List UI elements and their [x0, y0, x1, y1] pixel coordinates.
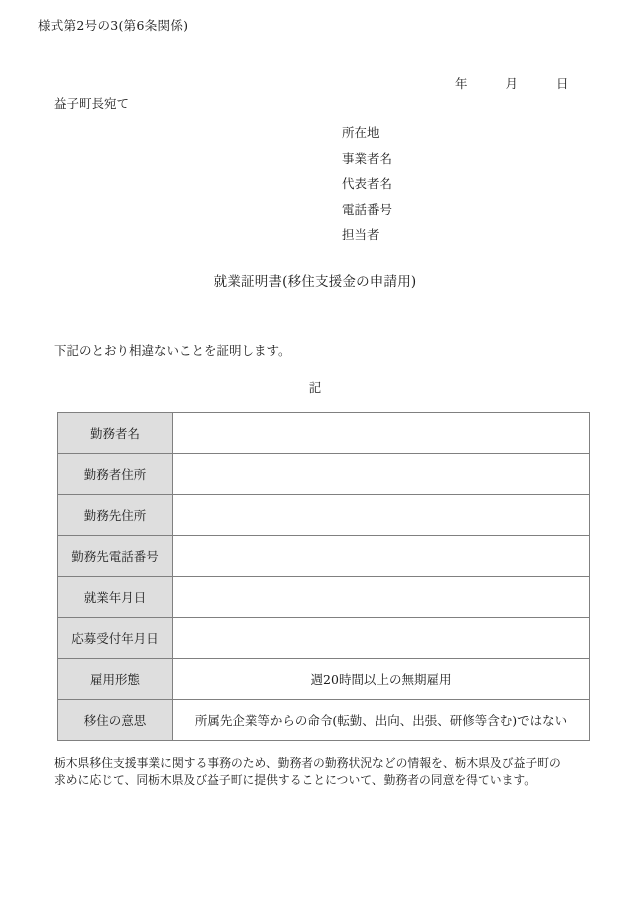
issuer-field-location: 所在地: [342, 125, 380, 140]
table-row: [58, 577, 590, 618]
date-month-label: 月: [505, 76, 518, 91]
row-value-worker-address[interactable]: [173, 454, 590, 495]
date-year-label: 年: [455, 76, 468, 91]
table-row: [58, 618, 590, 659]
date-line: [455, 74, 568, 92]
table-row: [58, 700, 590, 741]
issuer-field-business-name: 事業者名: [342, 150, 393, 166]
table-row: [58, 495, 590, 536]
row-value-worker-name[interactable]: [173, 413, 590, 454]
date-day-label: 日: [555, 76, 569, 91]
row-value-relocation-intent[interactable]: 所属先企業等からの命令(転勤、出向、出張、研修等含む)ではない: [173, 700, 590, 741]
row-value-workplace-address[interactable]: [173, 495, 590, 536]
row-value-employment-date[interactable]: [173, 577, 590, 618]
row-label-application-received-date: 応募受付年月日: [58, 618, 173, 659]
row-value-employment-type[interactable]: 週20時間以上の無期雇用: [173, 659, 590, 700]
row-label-worker-address: 勤務者住所: [58, 454, 173, 495]
addressee: 益子町長宛て: [54, 96, 130, 111]
employment-certificate-table: [57, 412, 590, 741]
row-label-employment-date: 就業年月日: [58, 577, 173, 618]
table-row: [58, 413, 590, 454]
issuer-field-contact-person: 担当者: [342, 227, 380, 242]
row-label-workplace-address: 勤務先住所: [58, 495, 173, 536]
consent-footnote-line-2: 求めに応じて、同栃木県及び益子町に提供することについて、勤務者の同意を得ています。: [54, 773, 537, 787]
ki-marker: 記: [308, 380, 322, 395]
consent-footnote: [54, 755, 590, 789]
table-row: [58, 536, 590, 577]
consent-footnote-line-1: 栃木県移住支援事業に関する事務のため、勤務者の勤務状況などの情報を、栃木県及び益子町の: [54, 756, 561, 770]
row-label-relocation-intent: 移住の意思: [58, 700, 173, 741]
issuer-block: [342, 120, 392, 248]
row-label-employment-type: 雇用形態: [58, 659, 173, 700]
row-label-worker-name: 勤務者名: [58, 413, 173, 454]
issuer-field-representative-name: 代表者名: [342, 176, 393, 191]
issuer-field-phone-number: 電話番号: [342, 201, 393, 217]
table-row: [58, 659, 590, 700]
row-label-workplace-phone: 勤務先電話番号: [58, 536, 173, 577]
row-value-application-received-date[interactable]: [173, 618, 590, 659]
table-row: [58, 454, 590, 495]
certification-statement: 下記のとおり相違ないことを証明します。: [54, 343, 291, 358]
form-number: 様式第2号の3(第6条関係): [38, 18, 189, 33]
page-title: 就業証明書(移住支援金の申請用): [213, 274, 417, 290]
row-value-workplace-phone[interactable]: [173, 536, 590, 577]
